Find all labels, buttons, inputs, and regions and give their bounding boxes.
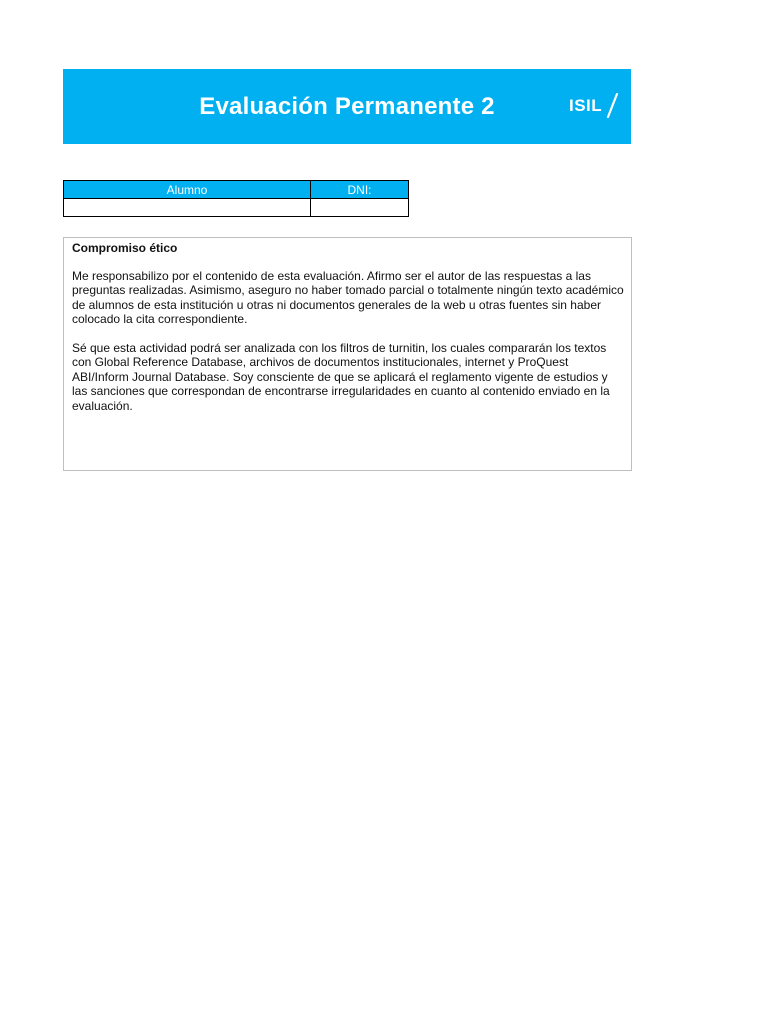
alumno-header: Alumno: [64, 181, 311, 199]
dni-header: DNI:: [311, 181, 409, 199]
student-info-table: [63, 180, 409, 217]
ethics-commitment-box: [63, 237, 632, 471]
ethics-title: Compromiso ético: [72, 241, 178, 255]
page-title: Evaluación Permanente 2: [199, 93, 495, 120]
logo-slash-icon: [603, 93, 619, 119]
header-banner: [63, 69, 631, 144]
ethics-paragraph-1: Me responsabilizo por el contenido de esta evaluación. Afirmo ser el autor de las respuestas a las preguntas realizadas. Asimismo, aseguro no haber tomado parcial o totalmente ningún texto académico de alumnos de esta institución u otras ni documentos generales de la web u otras fuentes sin haber colocado la cita correspondiente.: [72, 268, 624, 326]
ethics-paragraph-2: Sé que esta actividad podrá ser analizada con los filtros de turnitin, los cuales compararán los textos con Global Reference Database, archivos de documentos institucionales, internet y ProQuest ABI/Inform Journal Database. Soy consciente de que se aplicará el reglamento vigente de estudios y las sanciones que correspondan de encontrarse irregularidades en cuanto al contenido enviado en la evaluación.: [72, 340, 610, 413]
isil-logo: [569, 91, 619, 121]
table-row: [64, 199, 409, 217]
dni-field[interactable]: [311, 199, 409, 217]
logo-text: ISIL: [569, 96, 603, 115]
alumno-field[interactable]: [64, 199, 311, 217]
